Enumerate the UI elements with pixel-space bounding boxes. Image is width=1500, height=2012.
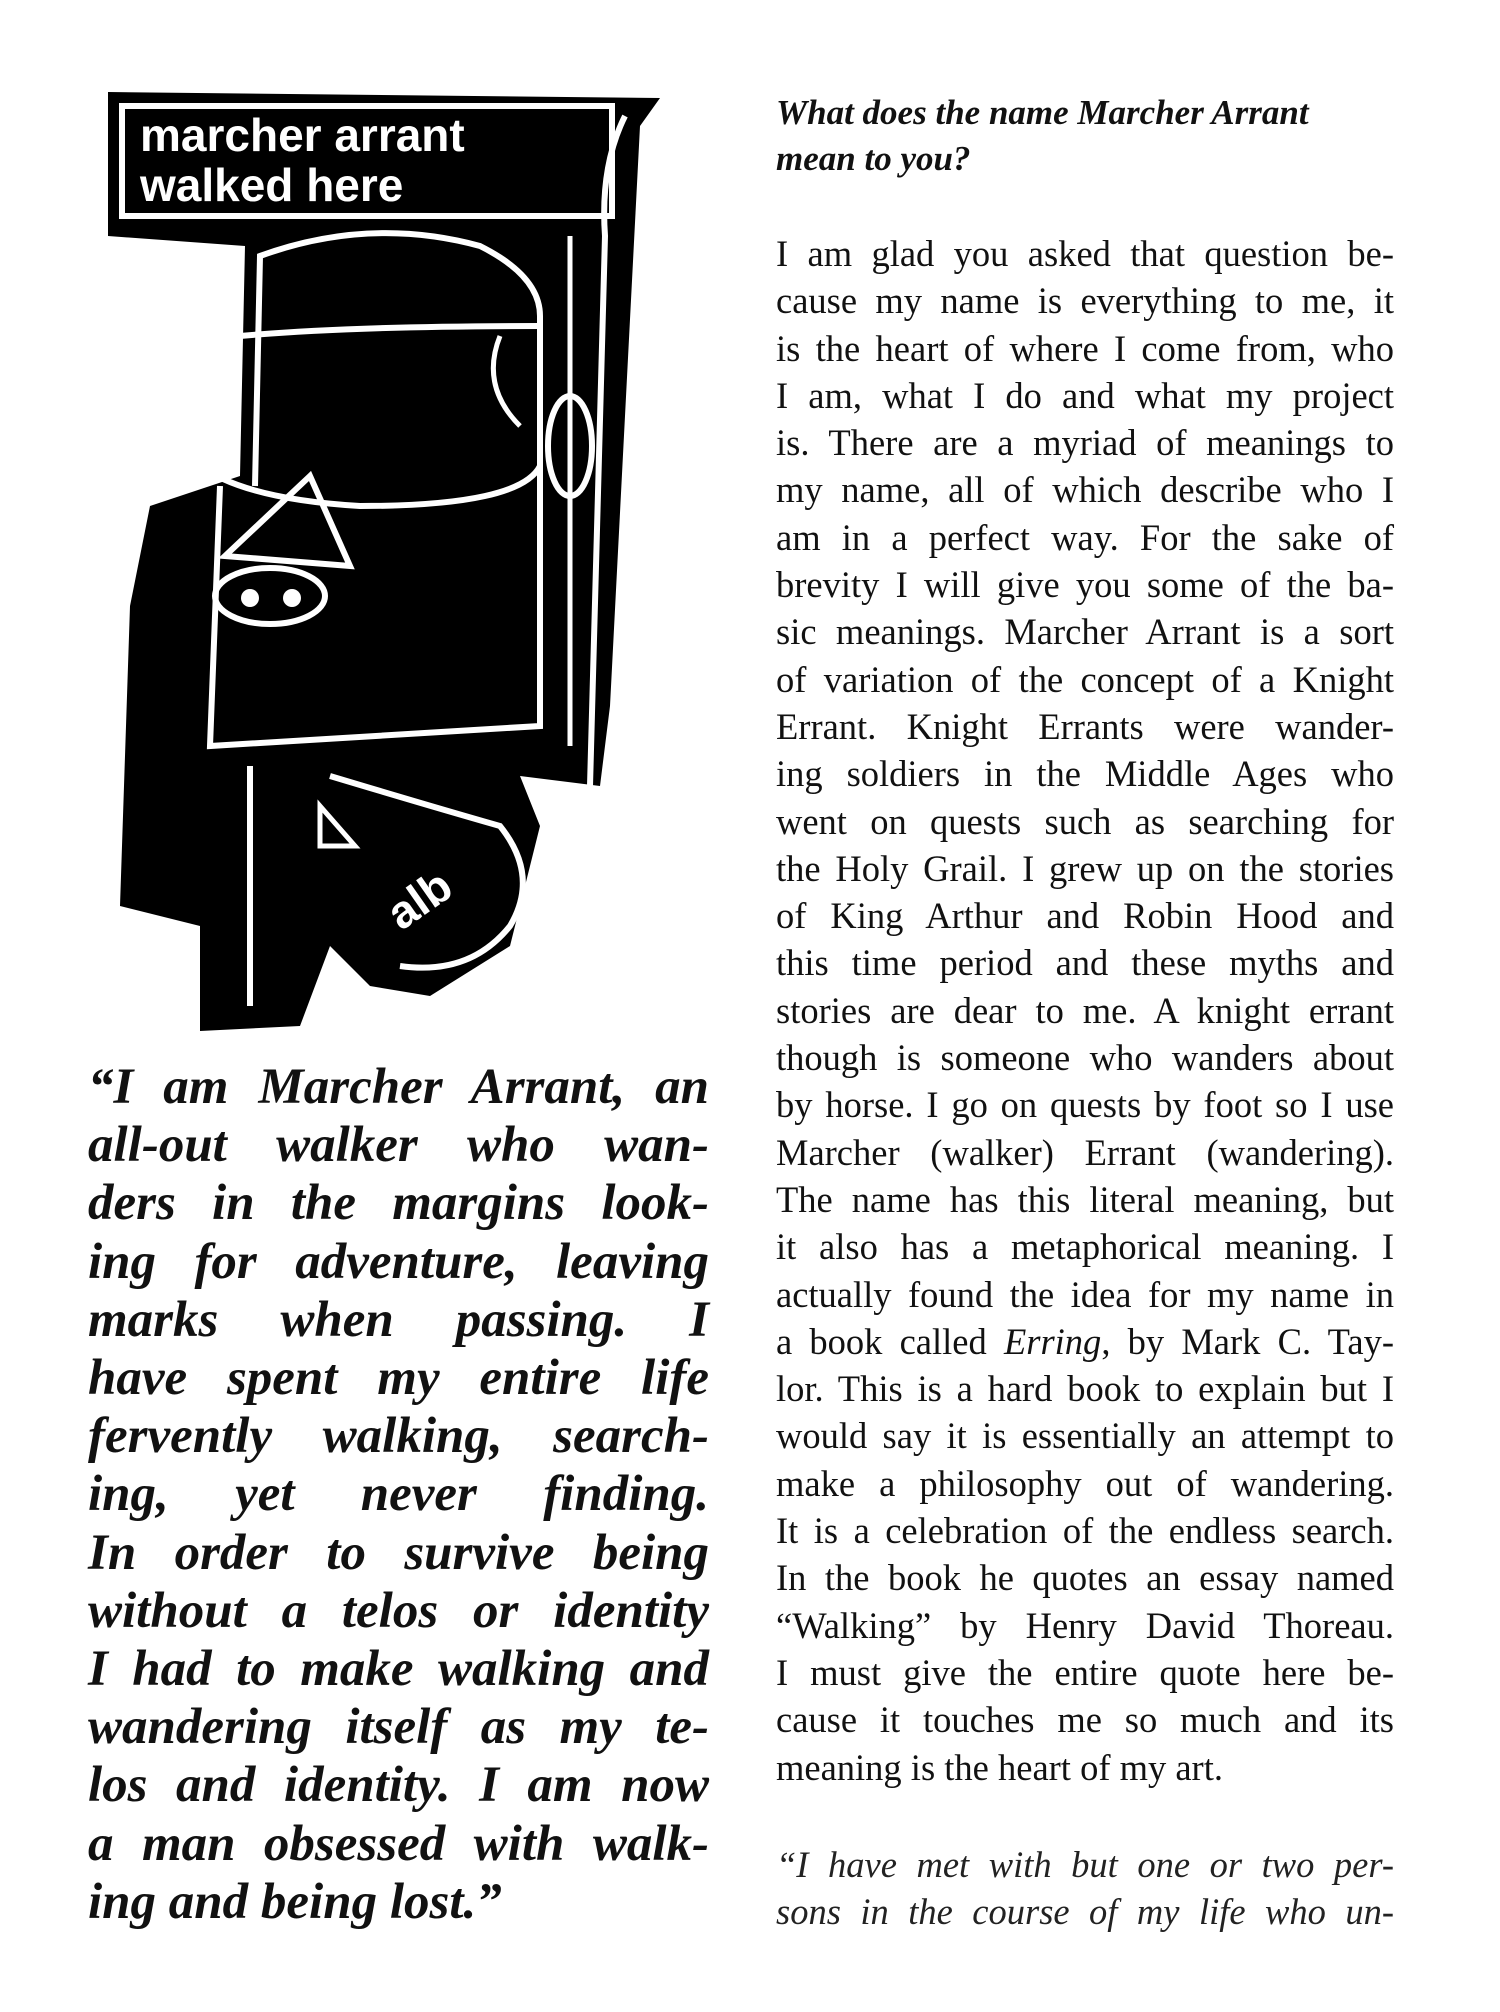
body-line: I am glad you asked that question be-: [776, 233, 1394, 274]
thoreau-quote: [776, 1841, 1394, 1936]
body-line: In the book he quotes an essay named: [776, 1557, 1394, 1599]
body-line: actually found the idea for my name in: [776, 1273, 1394, 1315]
body-line: cause my name is everything to me, it: [776, 280, 1394, 322]
body-line: this time period and these myths and: [776, 942, 1394, 984]
pull-quote-line: ing and being lost.”: [88, 1873, 502, 1930]
body-line: is the heart of where I come from, who: [776, 327, 1394, 369]
pull-quote-line: fervently walking, search-: [88, 1408, 709, 1465]
body-line: I am, what I do and what my project: [776, 374, 1394, 416]
logo-text-line2: walked here: [140, 159, 404, 211]
body-line: sic meanings. Marcher Arrant is a sort: [776, 611, 1394, 653]
text-segment: , by Mark C. Tay-: [1101, 1320, 1394, 1362]
pull-quote-line: ing, yet never finding.: [88, 1466, 709, 1523]
body-line: Marcher (walker) Errant (wandering).: [776, 1131, 1394, 1173]
marcher-arrant-logo: [100, 86, 690, 1036]
pull-quote-line: without a telos or identity: [88, 1582, 709, 1639]
pull-quote-line: marks when passing. I: [88, 1291, 709, 1348]
text-segment: a book called: [776, 1320, 1004, 1362]
body-line: It is a celebration of the endless search.: [776, 1510, 1394, 1552]
body-line: my name, all of which describe who I: [776, 469, 1394, 511]
pull-quote-line: all-out walker who wan-: [88, 1117, 709, 1174]
pull-quote-line: los and identity. I am now: [88, 1757, 709, 1814]
body-line: ing soldiers in the Middle Ages who: [776, 753, 1394, 795]
heading-line: What does the name Marcher Arrant: [776, 93, 1309, 132]
body-line: am in a perfect way. For the sake of: [776, 516, 1394, 558]
pull-quote-line: I had to make walking and: [88, 1641, 709, 1698]
pull-quote-line: “I am Marcher Arrant, an: [88, 1059, 709, 1115]
body-line: cause it touches me so much and its: [776, 1699, 1394, 1741]
body-line: of King Arthur and Robin Hood and: [776, 895, 1394, 937]
body-line: make a philosophy out of wandering.: [776, 1462, 1394, 1504]
body-line: Errant. Knight Errants were wander-: [776, 705, 1394, 747]
pull-quote-line: wandering itself as my te-: [88, 1699, 709, 1756]
body-line: the Holy Grail. I grew up on the stories: [776, 847, 1394, 889]
pull-quote-line: ders in the margins look-: [88, 1175, 709, 1232]
body-line: is. There are a myriad of meanings to: [776, 422, 1394, 464]
heading-line: mean to you?: [776, 139, 971, 178]
logo-text-line1: marcher arrant: [140, 109, 465, 161]
pull-quote-line: a man obsessed with walk-: [88, 1815, 709, 1872]
body-line: brevity I will give you some of the ba-: [776, 564, 1394, 606]
body-line: by horse. I go on quests by foot so I use: [776, 1084, 1394, 1126]
body-line: I must give the entire quote here be-: [776, 1651, 1394, 1693]
body-line: meaning is the heart of my art.: [776, 1746, 1223, 1788]
body-line: The name has this literal meaning, but: [776, 1178, 1394, 1220]
body-line: “Walking” by Henry David Thoreau.: [776, 1604, 1394, 1646]
body-line: lor. This is a hard book to explain but I: [776, 1368, 1394, 1410]
pull-quote-line: In order to survive being: [88, 1524, 709, 1581]
body-line: went on quests such as searching for: [776, 800, 1394, 842]
body-line: [776, 1318, 1394, 1365]
body-line: would say it is essentially an attempt to: [776, 1415, 1394, 1457]
body-line: of variation of the concept of a Knight: [776, 658, 1394, 700]
question-heading: [776, 90, 1394, 182]
book-title: Erring: [1003, 1320, 1102, 1362]
answer-body: [776, 230, 1394, 1791]
thoreau-quote-line: sons in the course of my life who un-: [776, 1891, 1394, 1933]
logo-initials: alb: [377, 858, 462, 940]
pull-quote: [88, 1058, 709, 1931]
pull-quote-line: ing for adventure, leaving: [88, 1233, 709, 1290]
body-line: it also has a metaphorical meaning. I: [776, 1226, 1394, 1268]
article-column: [776, 90, 1394, 1935]
body-line: stories are dear to me. A knight errant: [776, 989, 1394, 1031]
body-line: though is someone who wanders about: [776, 1037, 1394, 1079]
thoreau-quote-line: “I have met with but one or two per-: [776, 1843, 1394, 1885]
pull-quote-line: have spent my entire life: [88, 1350, 709, 1407]
